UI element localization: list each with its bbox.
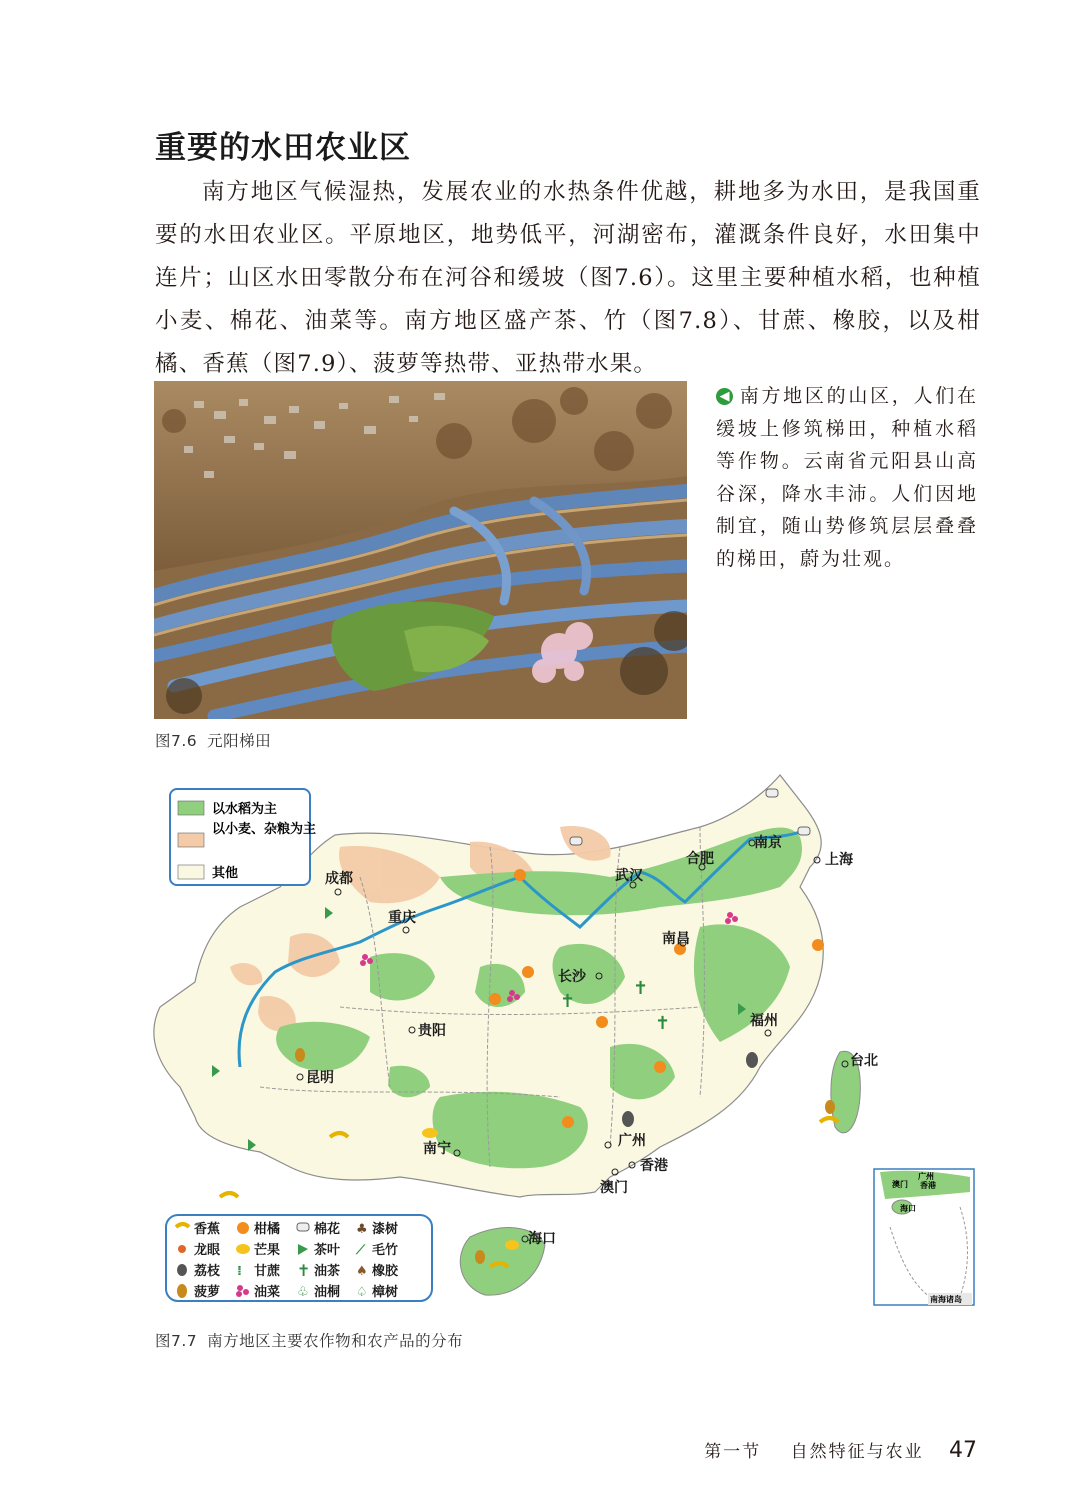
figure-7-7-caption (155, 1329, 463, 1351)
pineapple-icon (295, 1048, 305, 1062)
crop-label: 柑橘 (254, 1222, 281, 1237)
city-label: 武汉 (615, 868, 643, 884)
city-label: 南宁 (423, 1141, 451, 1157)
figure-number: 图7.7 (155, 1332, 198, 1350)
crop-label: 油茶 (314, 1264, 341, 1279)
crop-label: 棉花 (314, 1222, 341, 1237)
mango-icon (422, 1128, 438, 1138)
inset-city: 海口 (900, 1204, 916, 1213)
crop-distribution-map (140, 767, 980, 1307)
orange-icon (489, 993, 501, 1005)
crop-label: 荔枝 (194, 1264, 221, 1279)
banana-icon (820, 1118, 838, 1122)
rubber-icon: ♠ (356, 1264, 368, 1279)
bamboo-icon: ⟋ (356, 1243, 366, 1258)
crop-label: 茶叶 (314, 1243, 341, 1258)
city-label: 合肥 (686, 851, 714, 867)
footer-section: 第一节 (704, 1442, 762, 1462)
arrow-left-circle-icon: ◀ (716, 388, 733, 405)
city-label: 长沙 (558, 969, 586, 985)
city-label: 福州 (750, 1013, 778, 1029)
south-china-sea-inset (874, 1169, 974, 1305)
cotton-icon (766, 789, 778, 797)
crop-label: 龙眼 (194, 1243, 221, 1258)
crop-label: 芒果 (254, 1243, 281, 1258)
land-use-legend (170, 789, 316, 885)
crop-label: 油桐 (314, 1285, 341, 1300)
city-label: 南京 (754, 835, 782, 851)
orange-icon (522, 966, 534, 978)
lychee-icon (622, 1111, 634, 1127)
terrace-photo (154, 381, 687, 719)
city-label: 海口 (528, 1231, 556, 1247)
figure-title: 南方地区主要农作物和农产品的分布 (207, 1332, 464, 1350)
longan-icon (178, 1245, 186, 1253)
mango-icon (236, 1244, 250, 1254)
city-label: 成都 (325, 871, 353, 887)
city-label: 重庆 (388, 910, 416, 926)
oil-tea-icon: ✝ (560, 991, 576, 1012)
legend-label: 以水稻为主 (212, 802, 278, 817)
city-label: 上海 (825, 852, 853, 868)
city-label: 澳门 (600, 1180, 628, 1196)
orange-icon (562, 1116, 574, 1128)
tung-oil-icon: ♧ (297, 1285, 309, 1300)
legend-label (212, 821, 316, 837)
orange-icon (812, 939, 824, 951)
orange-icon (596, 1016, 608, 1028)
section-heading: 重要的水田农业区 (155, 130, 411, 166)
lychee-icon (746, 1052, 758, 1068)
lychee-icon (177, 1264, 187, 1276)
lacquer-tree-icon: ♣ (356, 1222, 368, 1237)
city-label: 台北 (850, 1053, 878, 1069)
inset-city: 香港 (920, 1181, 936, 1190)
sugarcane-icon: ⁞ (237, 1264, 242, 1279)
oil-tea-icon: ✝ (655, 1013, 671, 1034)
inset-city: 广州 (918, 1172, 934, 1181)
city-label: 贵阳 (418, 1023, 446, 1039)
cotton-icon (297, 1223, 309, 1231)
crop-label: 油菜 (254, 1285, 281, 1300)
cotton-icon (798, 827, 810, 835)
inset-city: 澳门 (892, 1180, 908, 1189)
city-label: 香港 (640, 1158, 668, 1174)
camphor-icon: ♤ (356, 1285, 368, 1300)
pineapple-icon (475, 1250, 485, 1264)
legend-label: 其他 (212, 866, 239, 881)
orange-icon (237, 1222, 249, 1234)
figure-7-6-caption (155, 729, 271, 751)
crop-label: 甘蔗 (254, 1264, 281, 1279)
inset-label: 南海诸岛 (930, 1295, 962, 1304)
crop-label: 橡胶 (372, 1264, 399, 1279)
crop-label: 漆树 (372, 1222, 399, 1237)
crop-legend (166, 1215, 432, 1301)
city-label: 南昌 (662, 931, 690, 947)
crop-label: 香蕉 (194, 1222, 221, 1237)
city-label: 广州 (618, 1133, 646, 1149)
figure-number: 图7.6 (155, 732, 198, 750)
cotton-icon (570, 837, 582, 845)
body-paragraph: 南方地区气候湿热，发展农业的水热条件优越，耕地多为水田，是我国重要的水田农业区。平原地区，地势低平，河湖密布，灌溉条件良好，水田集中连片；山区水田零散分布在河谷和缓坡（图7.6）。这里主要种植水稻，也种植小麦、棉花、油菜等。南方地区盛产茶、竹（图7.8）、甘蔗、橡胶，以及柑橘、香蕉（图7.9）、菠萝等热带、亚热带水果。 (155, 179, 981, 377)
photo-note-text: 南方地区的山区，人们在缓坡上修筑梯田，种植水稻等作物。云南省元阳县山高谷深，降水丰沛。人们因地制宜，随山势修筑层层叠叠的梯田，蔚为壮观。 (716, 385, 978, 570)
figure-title: 元阳梯田 (207, 732, 272, 750)
page-footer (704, 1437, 977, 1463)
pineapple-icon (177, 1284, 187, 1298)
orange-icon (514, 869, 526, 881)
pineapple-icon (825, 1100, 835, 1114)
oil-tea-icon: ✝ (633, 978, 649, 999)
page-number: 47 (949, 1438, 977, 1463)
photo-note (716, 380, 978, 575)
banana-icon (220, 1193, 238, 1197)
crop-label: 菠萝 (194, 1285, 221, 1300)
crop-label: 毛竹 (372, 1243, 399, 1258)
crop-label: 樟树 (372, 1285, 399, 1300)
city-label: 昆明 (306, 1070, 334, 1086)
footer-title: 自然特征与农业 (790, 1442, 924, 1462)
mango-icon (505, 1240, 519, 1250)
legend-label: 以小麦、杂粮为主 (212, 822, 317, 837)
orange-icon (654, 1061, 666, 1073)
oil-tea-icon: ✝ (297, 1261, 311, 1280)
